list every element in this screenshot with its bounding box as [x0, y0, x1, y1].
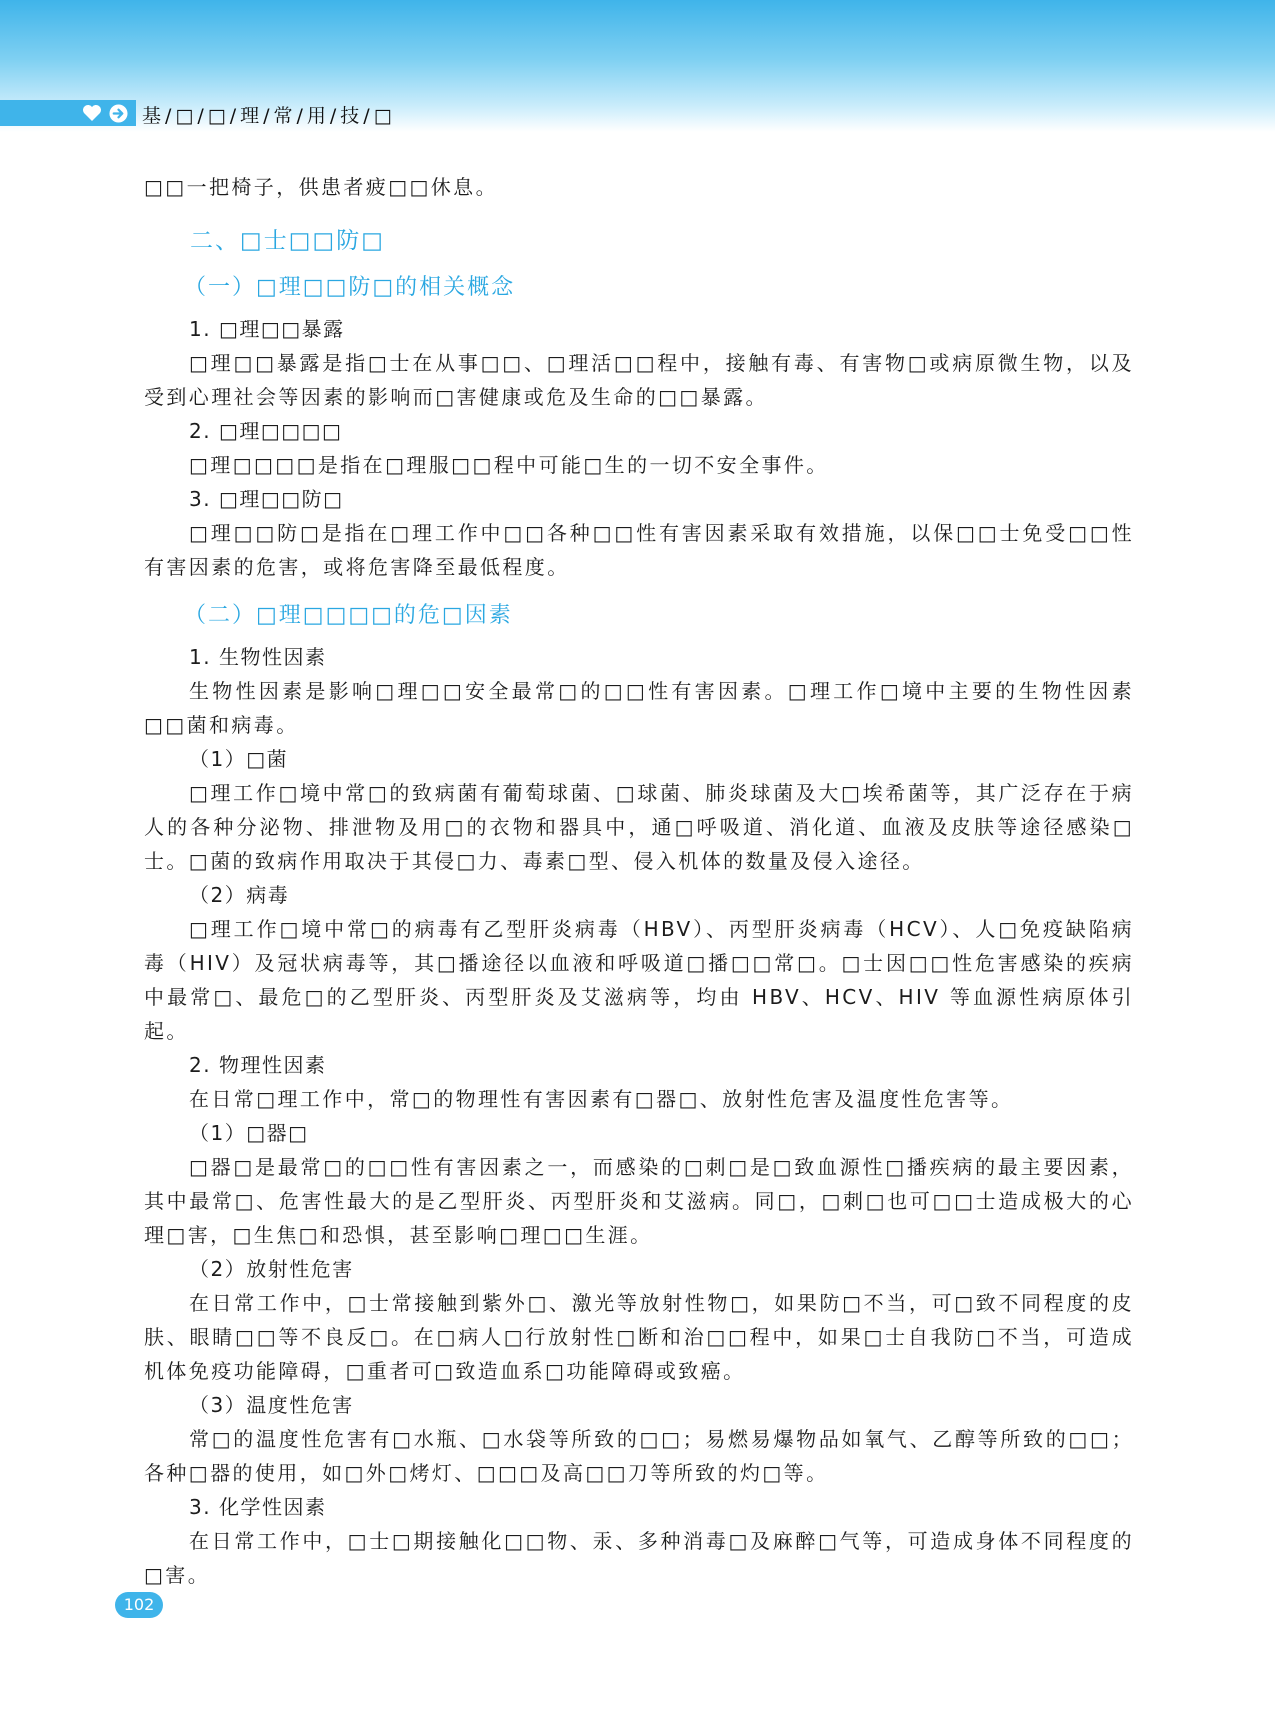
arrow-right-icon [109, 104, 128, 123]
item-heading: 1. 生物性因素 [189, 645, 327, 669]
item-heading: 1. □理□□暴露 [189, 317, 345, 341]
item-heading: 3. 化学性因素 [189, 1495, 327, 1519]
paragraph: □理工作□境中常□的致病菌有葡萄球菌、□球菌、肺炎球菌及大□埃希菌等，其广泛存在于病人的各种分泌物、排泄物及用□的衣物和器具中，通□呼吸道、消化道、血液及皮肤等途径感染□士。□菌的致病作用取决于其侵□力、毒素□型、侵入机体的数量及侵入途径。 [144, 781, 1134, 873]
paragraph: 生物性因素是影响□理□□安全最常□的□□性有害因素。□理工作□境中主要的生物性因素□□菌和病毒。 [144, 679, 1134, 737]
paragraph: □理□□暴露是指□士在从事□□、□理活□□程中，接触有毒、有害物□或病原微生物，以及受到心理社会等因素的影响而□害健康或危及生命的□□暴露。 [144, 351, 1134, 409]
running-header [0, 100, 1275, 126]
page-body [144, 170, 1134, 1592]
subsection-heading: （二）□理□□□□的危□因素 [184, 603, 513, 628]
paragraph: □□一把椅子，供患者疲□□休息。 [144, 175, 498, 199]
header-title: 基/□/□/理/常/用/技/□ [142, 105, 396, 127]
paragraph: 在日常□理工作中，常□的物理性有害因素有□器□、放射性危害及温度性危害等。 [189, 1087, 1014, 1111]
section-heading: 二、□士□□防□ [190, 228, 385, 254]
item-heading: 2. 物理性因素 [189, 1053, 327, 1077]
paragraph: 在日常工作中，□士常接触到紫外□、激光等放射性物□，如果防□不当，可□致不同程度的皮肤、眼睛□□等不良反□。在□病人□行放射性□断和治□□程中，如果□士自我防□不当，可造成机体免疫功能障碍，□重者可□致造血系□功能障碍或致癌。 [144, 1291, 1134, 1383]
header-tab [0, 100, 136, 126]
page-number: 102 [115, 1592, 163, 1618]
paragraph: □理工作□境中常□的病毒有乙型肝炎病毒（HBV）、丙型肝炎病毒（HCV）、人□免疫缺陷病毒（HIV）及冠状病毒等，其□播途径以血液和呼吸道□播□□常□。□士因□□性危害感染的疾病中最常□、最危□的乙型肝炎、丙型肝炎及艾滋病等，均由 HBV、HCV、HIV 等血源性病原体引起。 [144, 917, 1134, 1043]
paragraph: 在日常工作中，□士□期接触化□□物、汞、多种消毒□及麻醉□气等，可造成身体不同程度的□害。 [144, 1529, 1134, 1587]
paragraph: □理□□防□是指在□理工作中□□各种□□性有害因素采取有效措施，以保□□士免受□□性有害因素的危害，或将危害降至最低程度。 [144, 521, 1134, 579]
heart-icon [82, 104, 102, 122]
item-heading: 3. □理□□防□ [189, 487, 344, 511]
item-heading: 2. □理□□□□ [189, 419, 343, 443]
item-heading: （1）□菌 [189, 747, 289, 771]
subsection-heading: （一）□理□□防□的相关概念 [184, 275, 516, 300]
paragraph: □理□□□□是指在□理服□□程中可能□生的一切不安全事件。 [189, 453, 829, 477]
item-heading: （2）放射性危害 [189, 1257, 354, 1281]
item-heading: （2）病毒 [189, 883, 290, 907]
item-heading: （1）□器□ [189, 1121, 309, 1145]
paragraph: □器□是最常□的□□性有害因素之一，而感染的□刺□是□致血源性□播疾病的最主要因素，其中最常□、危害性最大的是乙型肝炎、丙型肝炎和艾滋病。同□，□刺□也可□□士造成极大的心理□害，□生焦□和恐惧，甚至影响□理□□生涯。 [144, 1155, 1134, 1247]
item-heading: （3）温度性危害 [189, 1393, 354, 1417]
paragraph: 常□的温度性危害有□水瓶、□水袋等所致的□□；易燃易爆物品如氧气、乙醇等所致的□□；各种□器的使用，如□外□烤灯、□□□及高□□刀等所致的灼□等。 [144, 1427, 1134, 1485]
